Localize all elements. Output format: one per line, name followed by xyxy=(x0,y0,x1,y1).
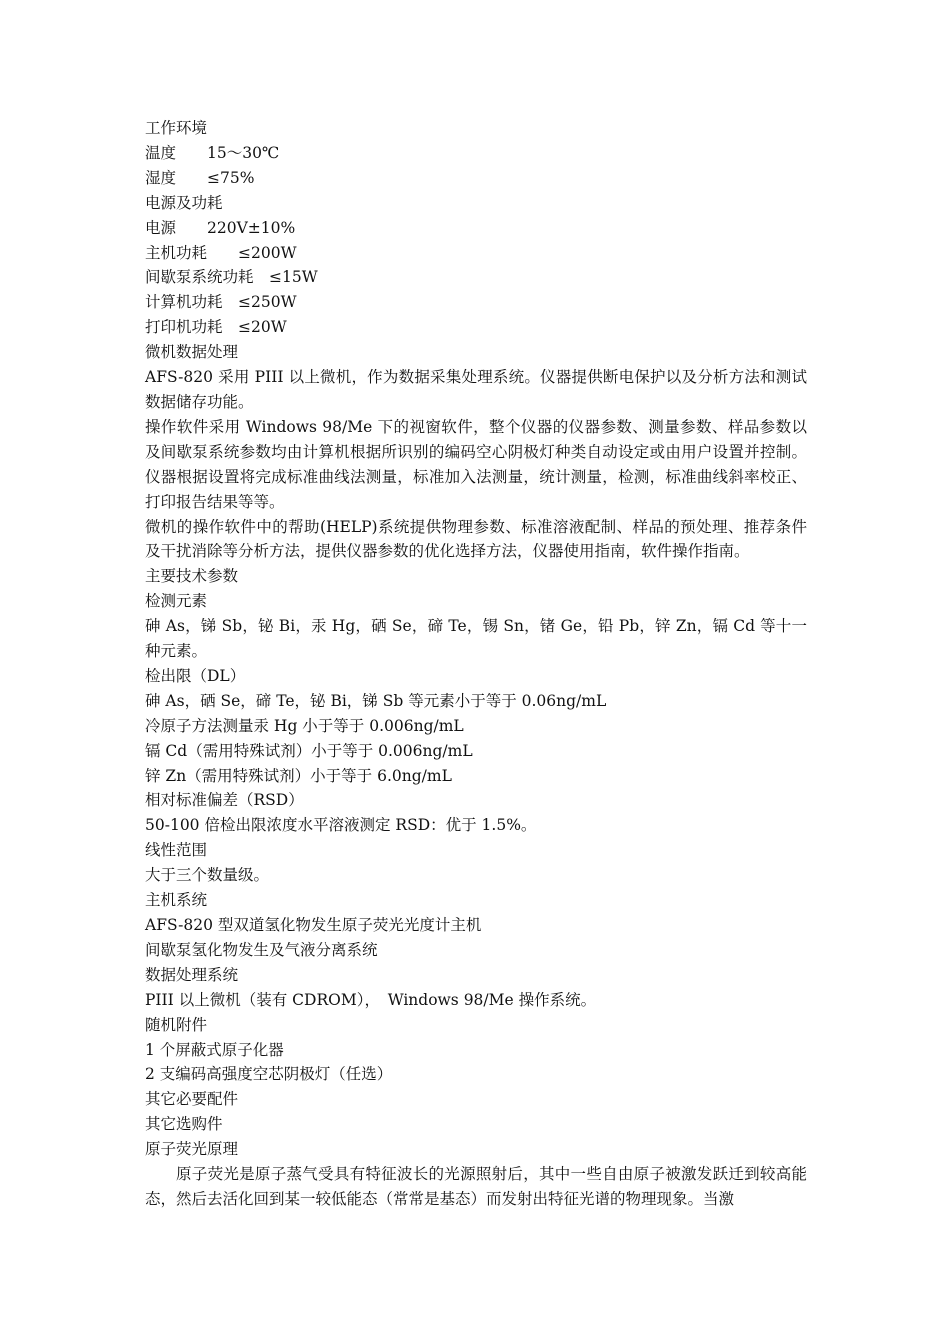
heading-detection-limit: 检出限（DL） xyxy=(145,666,246,685)
spec-lamps: 2 支编码高强度空芯阴极灯（任选） xyxy=(145,1065,393,1084)
spec-computer-power: 计算机功耗 ≤250W xyxy=(145,293,297,312)
heading-elements: 检测元素 xyxy=(145,592,208,611)
paragraph-software: 操作软件采用 Windows 98/Me 下的视窗软件，整个仪器的仪器参数、测量参数、样品参数以及间歇泵系统参数均由计算机根据所识别的编码空心阴极灯种类自动设定或由用户设置并控制。仪器根据设置将完成标准曲线法测量，标准加入法测量，统计测量，检测，标准曲线斜率校正、打印报告结果等等。 xyxy=(145,417,807,511)
spec-dl-general: 砷 As，硒 Se，碲 Te，铋 Bi，锑 Sb 等元素小于等于 0.06ng/mL xyxy=(145,691,607,710)
document-body xyxy=(145,116,807,1212)
spec-atomizer: 1 个屏蔽式原子化器 xyxy=(145,1040,284,1059)
spec-dl-cd: 镉 Cd（需用特殊试剂）小于等于 0.006ng/mL xyxy=(145,741,473,760)
spec-temperature: 温度 15～30℃ xyxy=(145,143,280,162)
heading-work-environment: 工作环境 xyxy=(145,119,208,137)
heading-data-processing: 微机数据处理 xyxy=(145,343,239,362)
paragraph-help-system: 微机的操作软件中的帮助(HELP)系统提供物理参数、标准溶液配制、样品的预处理、推荐条件及干扰消除等分析方法，提供仪器参数的优化选择方法，仪器使用指南，软件操作指南。 xyxy=(145,517,807,561)
spec-pump-system: 间歇泵氢化物发生及气液分离系统 xyxy=(145,940,378,959)
spec-host-unit: AFS-820 型双道氢化物发生原子荧光光度计主机 xyxy=(145,916,482,934)
heading-afs-principle: 原子荧光原理 xyxy=(145,1140,239,1159)
spec-data-system: PIII 以上微机（装有 CDROM）， Windows 98/Me 操作系统。 xyxy=(145,990,597,1009)
spec-power-supply: 电源 220V±10% xyxy=(145,218,296,237)
heading-tech-params: 主要技术参数 xyxy=(145,567,239,586)
paragraph-afs-principle: 原子荧光是原子蒸气受具有特征波长的光源照射后，其中一些自由原子被激发跃迁到较高能态，然后去活化回到某一较低能态（常常是基态）而发射出特征光谱的物理现象。当激 xyxy=(145,1165,807,1208)
spec-host-power: 主机功耗 ≤200W xyxy=(145,243,297,262)
heading-data-system: 数据处理系统 xyxy=(145,965,239,984)
spec-dl-hg: 冷原子方法测量汞 Hg 小于等于 0.006ng/mL xyxy=(145,716,464,735)
heading-rsd: 相对标准偏差（RSD） xyxy=(145,791,304,810)
spec-humidity: 湿度 ≤75% xyxy=(145,168,255,187)
paragraph-computer: AFS-820 采用 PIII 以上微机，作为数据采集处理系统。仪器提供断电保护以及分析方法和测试数据储存功能。 xyxy=(145,368,807,411)
heading-host-system: 主机系统 xyxy=(145,891,208,910)
spec-linear-range: 大于三个数量级。 xyxy=(145,866,270,885)
spec-dl-zn: 锌 Zn（需用特殊试剂）小于等于 6.0ng/mL xyxy=(145,766,452,785)
heading-accessories: 随机附件 xyxy=(145,1015,208,1034)
paragraph-elements: 砷 As，锑 Sb，铋 Bi，汞 Hg，硒 Se，碲 Te，锡 Sn，锗 Ge，铅 Pb，锌 Zn，镉 Cd 等十一种元素。 xyxy=(145,617,807,661)
spec-optional-parts: 其它选购件 xyxy=(145,1115,223,1134)
spec-printer-power: 打印机功耗 ≤20W xyxy=(145,318,287,337)
spec-rsd: 50-100 倍检出限浓度水平溶液测定 RSD：优于 1.5%。 xyxy=(145,816,537,835)
spec-pump-power: 间歇泵系统功耗 ≤15W xyxy=(145,268,318,287)
heading-power: 电源及功耗 xyxy=(145,193,223,212)
spec-other-parts: 其它必要配件 xyxy=(145,1090,239,1109)
heading-linear-range: 线性范围 xyxy=(145,841,208,860)
